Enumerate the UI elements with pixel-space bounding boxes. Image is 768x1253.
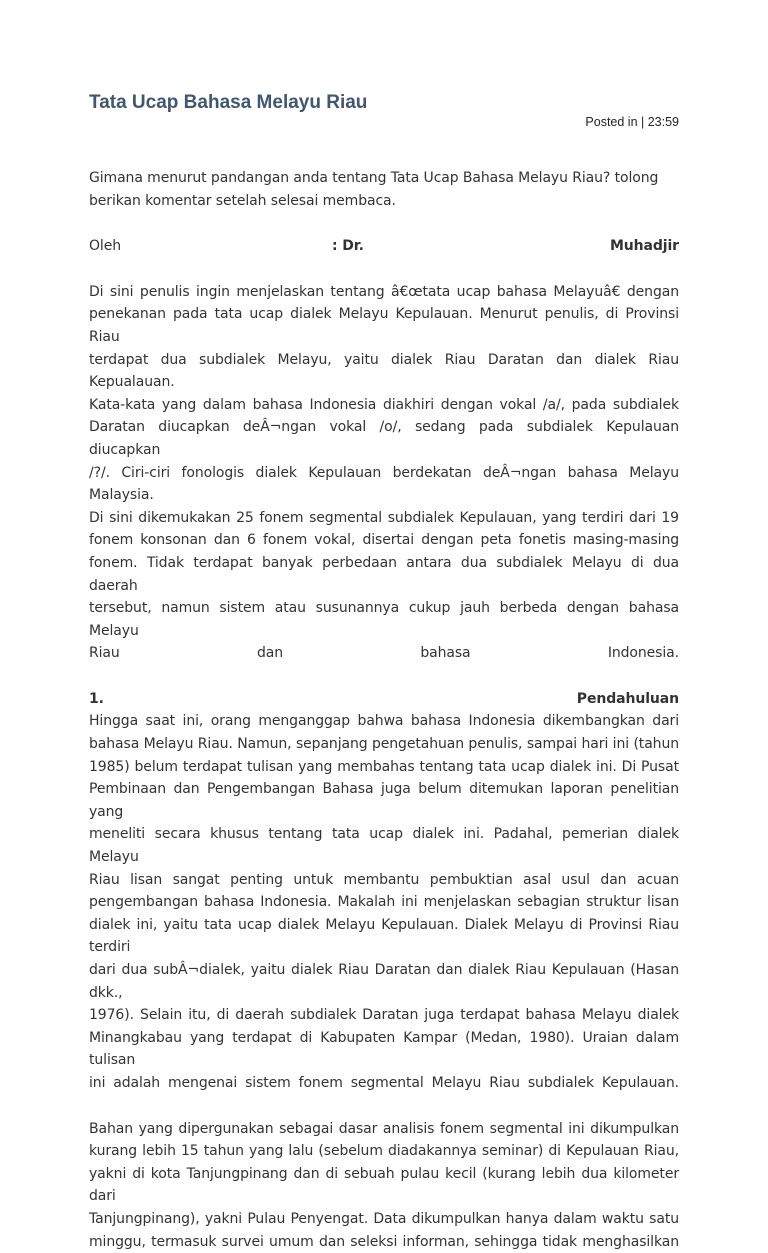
paragraph-line: meneliti secara khusus tentang tata ucap dialek ini. Padahal, pemerian dialek Melayu xyxy=(89,826,679,866)
section-number: 1. xyxy=(89,690,104,707)
paragraph-line: Pembinaan dan Pengembangan Bahasa juga belum ditemukan laporan penelitian yang xyxy=(89,781,679,820)
article-title: Tata Ucap Bahasa Melayu Riau xyxy=(89,92,368,113)
section-title: Pendahuluan xyxy=(576,690,679,707)
paragraph-line: 1976). Selain itu, di daerah subdialek Daratan juga terdapat bahasa Melayu dialek xyxy=(89,1007,679,1024)
paragraph-materials xyxy=(89,1118,679,1253)
paragraph-line: pengembangan bahasa Indonesia. Makalah ini menjelaskan sebagian struktur lisan xyxy=(89,894,679,911)
article-body xyxy=(89,167,679,1253)
section-heading xyxy=(89,688,679,711)
paragraph-line: Di sini penulis ingin menjelaskan tentang â€œtata ucap bahasa Melayuâ€ dengan xyxy=(89,283,679,300)
paragraph-abstract xyxy=(89,281,679,665)
paragraph-line: fonem. Tidak terdapat banyak perbedaan antara dua subdialek Melayu di dua daerah xyxy=(89,554,679,594)
paragraph-line: kurang lebih 15 tahun yang lalu (sebelum diadakannya seminar) di Kepulauan Riau, xyxy=(89,1143,679,1160)
paragraph-line: /?/. Ciri-ciri fonologis dialek Kepulauan berdekatan deÂ¬ngan bahasa Melayu Malaysia. xyxy=(89,464,679,504)
author-title: : Dr. xyxy=(332,238,364,255)
paragraph-line: penekanan pada tata ucap dialek Melayu Kepulauan. Menurut penulis, di Provinsi Riau xyxy=(89,306,679,345)
paragraph-line: ini adalah mengenai sistem fonem segmental Melayu Riau subdialek Kepulauan. xyxy=(89,1074,679,1091)
paragraph-introduction xyxy=(89,710,679,1094)
paragraph-line: Bahan yang dipergunakan sebagai dasar analisis fonem segmental ini dikumpulkan xyxy=(89,1120,679,1137)
paragraph-line: 1985) belum terdapat tulisan yang membahas tentang tata ucap dialek ini. Di Pusat xyxy=(89,758,679,775)
paragraph-line: Tanjungpinang), yakni Pulau Penyengat. Data dikumpulkan hanya dalam waktu satu xyxy=(89,1210,679,1227)
paragraph-line: Minangkabau yang terdapat di Kabupaten Kampar (Medan, 1980). Uraian dalam tulisan xyxy=(89,1029,679,1069)
paragraph-line: fonem konsonan dan 6 fonem vokal, disertai dengan peta fonetis masing-masing xyxy=(89,532,679,549)
paragraph-line: Riau dan bahasa Indonesia. xyxy=(89,645,679,662)
spacer xyxy=(89,1095,679,1118)
intro-line-2: berikan komentar setelah selesai membaca. xyxy=(89,192,396,209)
author-line xyxy=(89,235,679,258)
intro-line-1: Gimana menurut pandangan anda tentang Tata Ucap Bahasa Melayu Riau? tolong xyxy=(89,170,659,186)
paragraph-line: Hingga saat ini, orang menganggap bahwa bahasa Indonesia dikembangkan dari xyxy=(89,713,679,730)
author-name: Muhadjir xyxy=(609,238,679,255)
paragraph-line: terdapat dua subdialek Melayu, yaitu dialek Riau Daratan dan dialek Riau Kepualauan. xyxy=(89,351,679,391)
paragraph-line: yakni di kota Tanjungpinang dan di sebuah pulau kecil (kurang lebih dua kilometer dari xyxy=(89,1165,679,1205)
paragraph-line: Riau lisan sangat penting untuk membantu pembuktian asal usul dan acuan xyxy=(89,871,679,888)
paragraph-line: dari dua subÂ¬dialek, yaitu dialek Riau Daratan dan dialek Riau Kepulauan (Hasan dkk., xyxy=(89,962,679,1001)
spacer xyxy=(89,212,679,235)
paragraph-line: Kata-kata yang dalam bahasa Indonesia diakhiri dengan vokal /a/, pada subdialek xyxy=(89,396,679,413)
paragraph-line: dialek ini, yaitu tata ucap dialek Melayu Kepulauan. Dialek Melayu di Provinsi Riau terdiri xyxy=(89,916,679,956)
paragraph-line: Daratan diucapkan deÂ¬ngan vokal /o/, sedang pada subdialek Kepulauan diucapkan xyxy=(89,419,679,458)
spacer xyxy=(89,665,679,688)
paragraph-line: minggu, termasuk survei umum dan seleksi informan, sehingga tidak menghasilkan xyxy=(89,1233,679,1250)
paragraph-line: Di sini dikemukakan 25 fonem segmental subdialek Kepulauan, yang terdiri dari 19 xyxy=(89,509,679,526)
paragraph-line: bahasa Melayu Riau. Namun, sepanjang pengetahuan penulis, sampai hari ini (tahun xyxy=(89,736,679,753)
author-label: Oleh xyxy=(89,238,121,255)
paragraph-line: tersebut, namun sistem atau susunannya cukup jauh berbeda dengan bahasa Melayu xyxy=(89,600,679,639)
posted-meta: Posted in | 23:59 xyxy=(585,115,679,129)
spacer xyxy=(89,258,679,281)
